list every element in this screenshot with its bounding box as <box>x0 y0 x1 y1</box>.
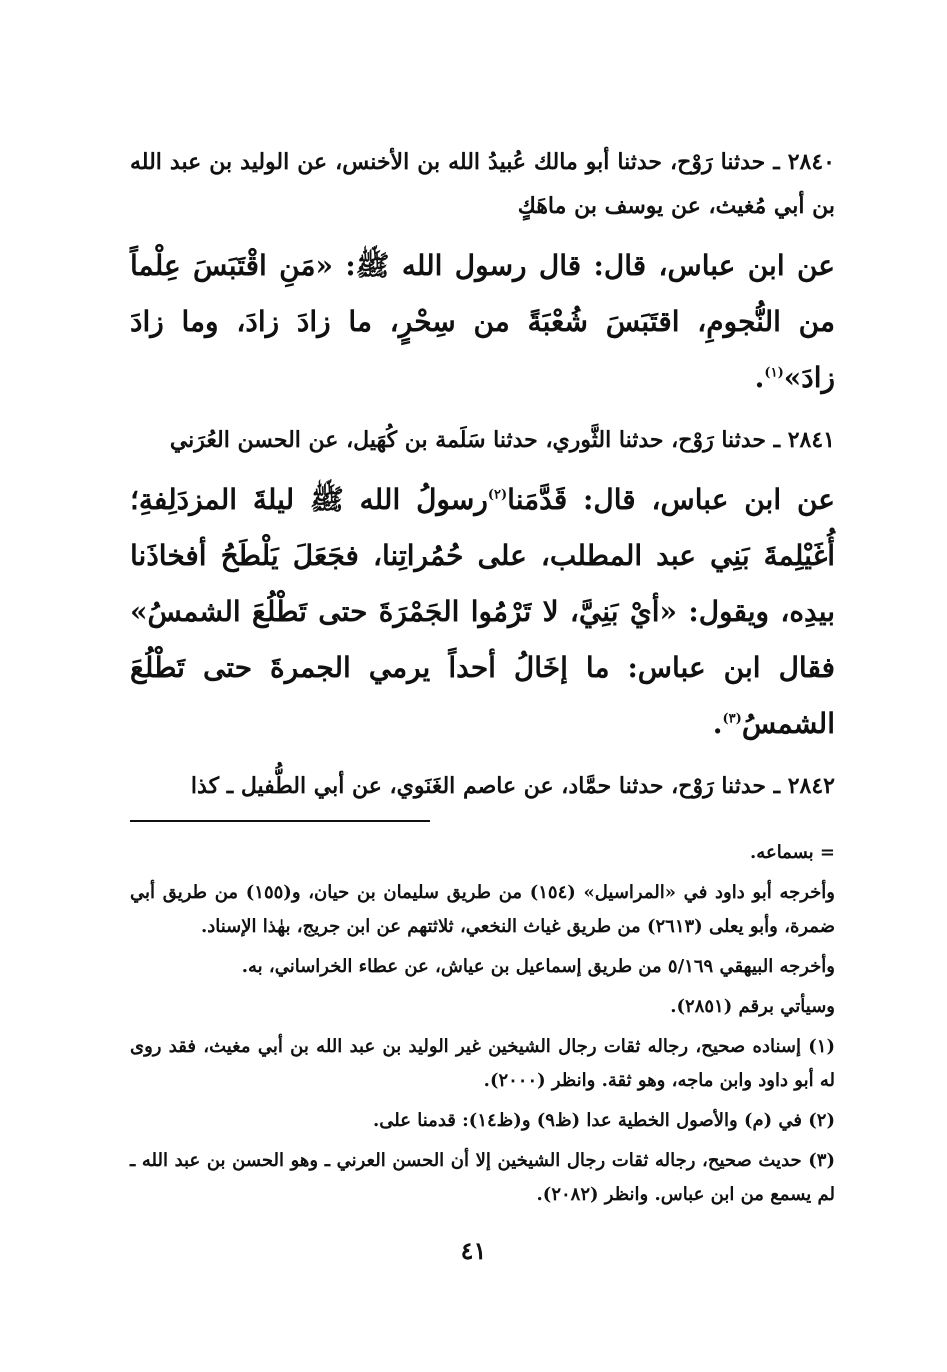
hadith-2841-end: . <box>712 707 723 740</box>
footnote-3: (٣) حديث صحيح، رجاله ثقات رجال الشيخين إلا أن الحسن العرني ـ وهو الحسن بن عبد الله ـ لم يسمع من ابن عباس. وانظر (٢٠٨٢). <box>130 1150 835 1205</box>
footnote-ref-1: (١) <box>764 365 784 381</box>
page-body <box>130 140 835 1218</box>
footnote-divider-wrap <box>130 820 835 822</box>
hadith-2840-end: . <box>754 361 765 394</box>
page-number: ٤١ <box>460 1236 487 1265</box>
hadith-2840-text: عن ابن عباس، قال: قال رسول الله ﷺ: «مَنِ اقْتَبَسَ عِلْماً من النُّجومِ، اقتَبَسَ شُعْبَةً من سِحْرٍ، ما زادَ زادَ، وما زادَ زادَ» <box>130 249 835 394</box>
hadith-2840-matn <box>130 238 835 406</box>
hadith-2841-text-a: عن ابن عباس، قال: قَدَّمَنا <box>507 483 835 516</box>
footnote-ref-3: (٣) <box>722 711 742 727</box>
footnote-2: (٢) في (م) والأصول الخطية عدا (ظ٩) و(ظ١٤): قدمنا على. <box>373 1110 835 1131</box>
hadith-2841-isnad: ٢٨٤١ ـ حدثنا رَوْح، حدثنا الثَّوري، حدثنا سَلَمة بن كُهَيل، عن الحسن العُرَني <box>169 427 835 453</box>
footnote-takhrij-1: وأخرجه أبو داود في «المراسيل» (١٥٤) من طريق سليمان بن حيان، و(١٥٥) من طريق أبي ضمرة، وأبو يعلى (٢٦١٣) من طريق غياث النخعي، ثلاثتهم عن ابن جريج، بهٰذا الإسناد. <box>130 882 835 937</box>
hadith-2842-isnad: ٢٨٤٢ ـ حدثنا رَوْح، حدثنا حمَّاد، عن عاصم الغَنَوي، عن أبي الطُّفيل ـ كذا <box>190 773 835 799</box>
footnote-takhrij-3: وسيأتي برقم (٢٨٥١). <box>670 996 835 1017</box>
footnote-ref-2: (٢) <box>487 487 508 503</box>
footnote-divider <box>130 820 430 822</box>
footnote-1: (١) إسناده صحيح، رجاله ثقات رجال الشيخين غير الوليد بن عبد الله بن أبي مغيث، فقد روى له أبو داود وابن ماجه، وهو ثقة. وانظر (٢٠٠٠). <box>130 1036 835 1091</box>
footnote-continuation: = بسماعه. <box>750 842 835 863</box>
hadith-2841-text-b: رسولُ الله ﷺ ليلةَ المزدَلِفةِ؛ أُغَيْلِمةَ بَنِي عبد المطلب، على حُمُراتِنا، فجَعَلَ يَلْطَحُ أفخاذَنا بيدِه، ويقول: «أيْ بَنِيَّ، لا تَرْمُوا الجَمْرَةَ حتى تَطْلُعَ الشمسُ» فقال ابن عباس: ما إخَالُ أحداً يرمي الجمرةَ حتى تَطْلُعَ الشمسُ <box>130 483 835 740</box>
hadith-2840-isnad: ٢٨٤٠ ـ حدثنا رَوْح، حدثنا أبو مالك عُبيدُ الله بن الأخنس، عن الوليد بن عبد الله بن أبي مُغيث، عن يوسف بن ماهَكٍ <box>130 149 835 219</box>
footnote-takhrij-2: وأخرجه البيهقي ٥/١٦٩ من طريق إسماعيل بن عياش، عن عطاء الخراساني، به. <box>241 956 835 977</box>
hadith-2841-matn <box>130 472 835 752</box>
